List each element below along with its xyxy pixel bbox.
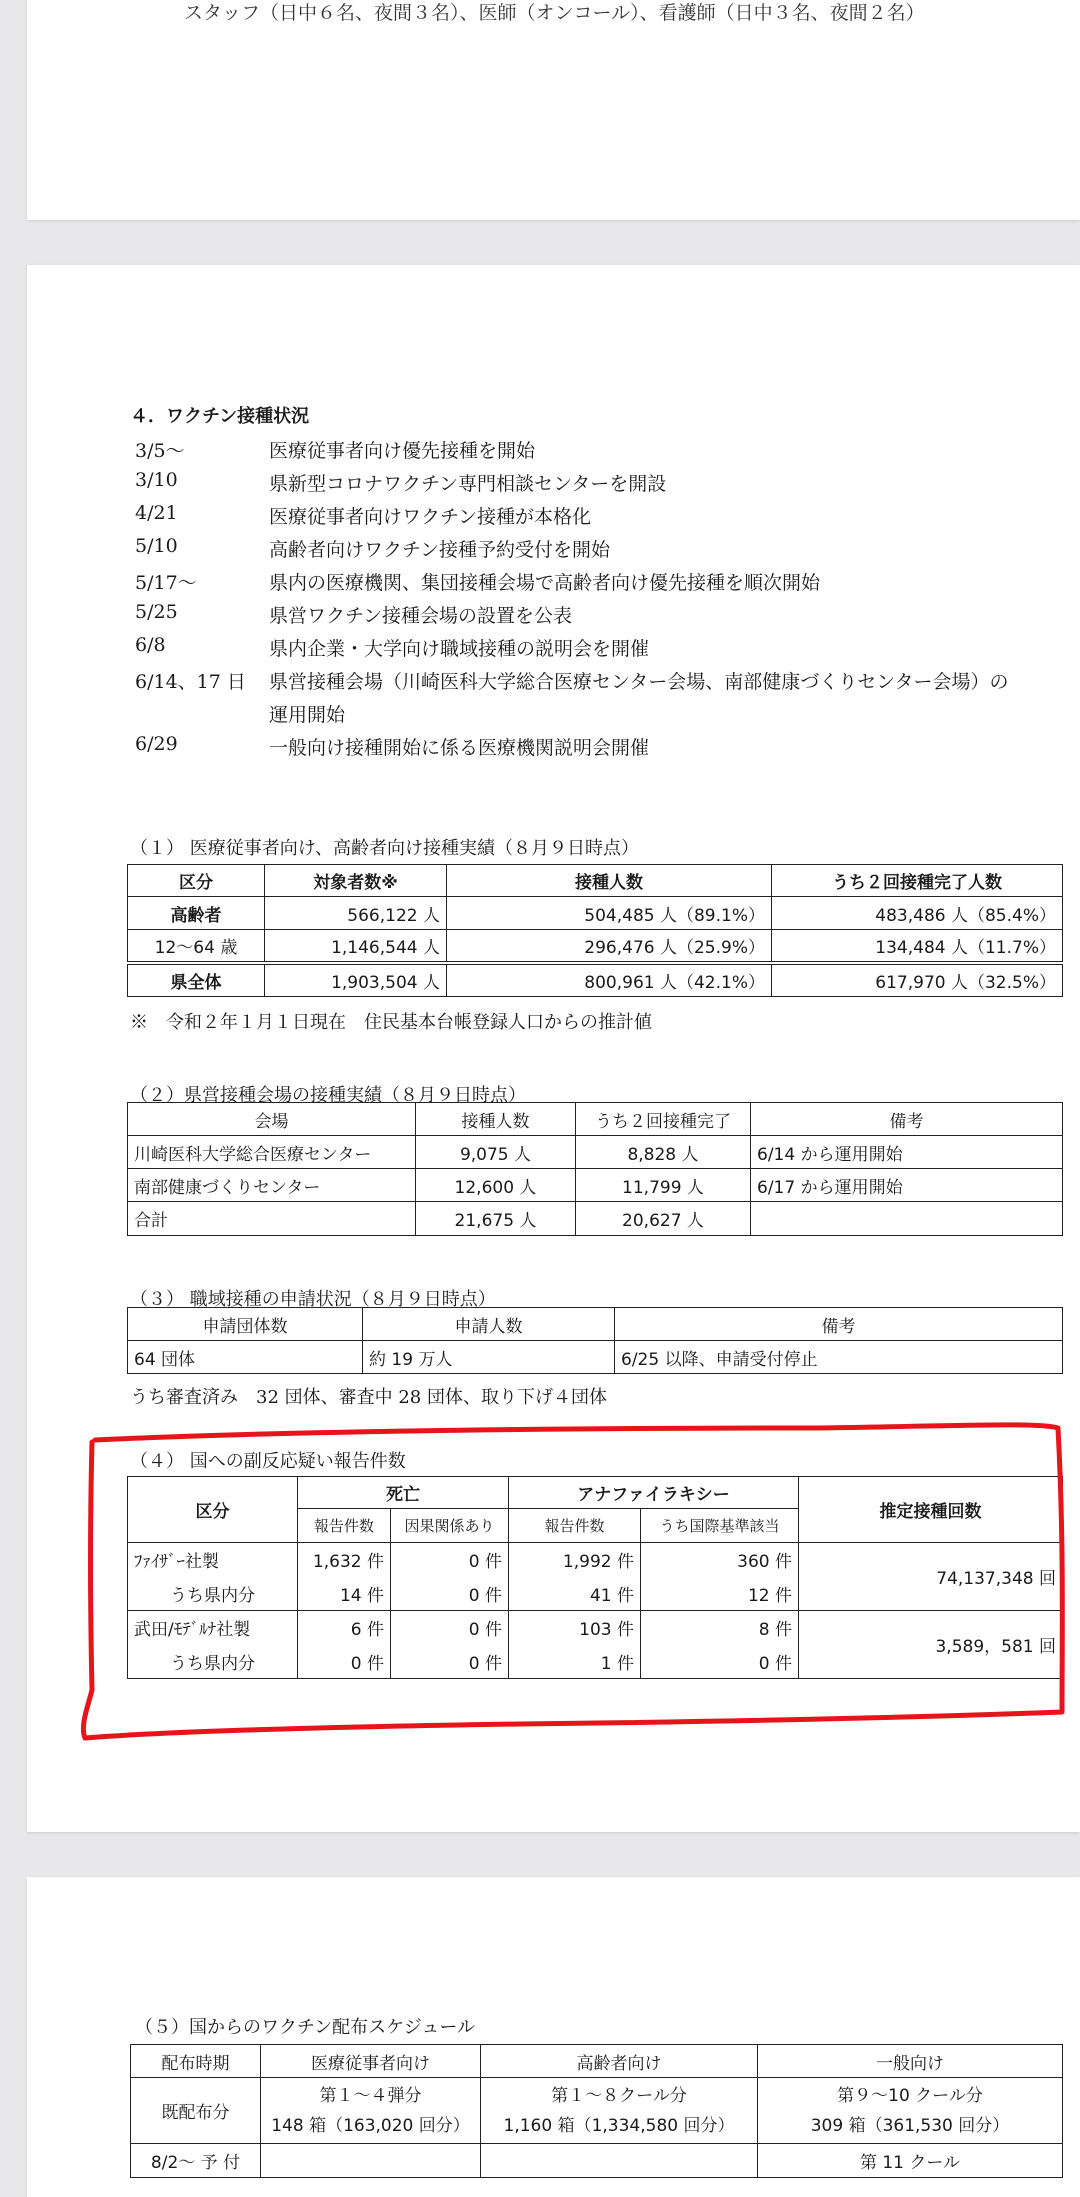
staff-line: スタッフ（日中６名、夜間３名）、医師（オンコール）、看護師（日中３名、夜間２名） — [184, 2, 925, 24]
header-cell: 備考 — [615, 1308, 1063, 1341]
table-cell: 64 団体 — [128, 1341, 363, 1374]
header-cell: 接種人数 — [416, 1103, 576, 1136]
row-label: 高齢者 — [128, 897, 265, 930]
table-cell: 0 件 — [298, 1645, 391, 1679]
adverse-reaction-table — [127, 1476, 1063, 1679]
cell-line: 第９～10 クール分 — [837, 2085, 983, 2106]
table-cell: 9,075 人 — [416, 1136, 576, 1169]
table-cell — [261, 2078, 481, 2144]
timeline-text: 県営ワクチン接種会場の設置を公表 — [269, 605, 573, 627]
cell-line: 148 箱（163,020 回分） — [271, 2115, 470, 2136]
header-cell: 区分 — [128, 1477, 298, 1543]
header-cell: 接種人数 — [447, 865, 772, 897]
document-page-1 — [27, 0, 1080, 220]
header-cell: 死亡 — [298, 1477, 509, 1509]
table-row-total — [128, 1202, 1063, 1236]
timeline-text: 医療従事者向け優先接種を開始 — [269, 440, 536, 462]
table-row — [128, 930, 1063, 963]
timeline-text: 高齢者向けワクチン接種予約受付を開始 — [269, 539, 611, 561]
timeline-date: 5/17～ — [135, 572, 197, 594]
table-cell: 6/14 から運用開始 — [751, 1136, 1063, 1169]
timeline-text: 県営接種会場（川崎医科大学総合医療センター会場、南部健康づくりセンター会場）の — [269, 671, 1009, 693]
header-cell: 一般向け — [758, 2045, 1063, 2078]
table3-caption: （３） 職域接種の申請状況（８月９日時点） — [130, 1289, 496, 1310]
table-cell: 11,799 人 — [576, 1169, 751, 1202]
table-cell — [481, 2078, 758, 2144]
table-row — [131, 2144, 1063, 2178]
header-cell: うち２回接種完了人数 — [772, 865, 1063, 897]
table4-caption: （４） 国への副反応疑い報告件数 — [130, 1451, 406, 1472]
table-cell: 20,627 人 — [576, 1202, 751, 1236]
cell-line: 1,160 箱（1,334,580 回分） — [503, 2115, 735, 2136]
header-cell: うち国際基準該当 — [641, 1509, 799, 1543]
row-label: 12～64 歳 — [128, 930, 265, 963]
header-cell: 推定接種回数 — [799, 1477, 1063, 1543]
table-cell: 第 11 クール — [758, 2144, 1063, 2178]
table-cell: 41 件 — [509, 1577, 641, 1611]
row-label: 既配布分 — [131, 2078, 261, 2144]
row-sublabel: うち県内分 — [128, 1577, 298, 1611]
header-cell: うち２回接種完了 — [576, 1103, 751, 1136]
table-cell: 800,961 人（42.1%） — [447, 963, 772, 997]
table1-note: ※ 令和２年１月１日現在 住民基本台帳登録人口からの推計値 — [130, 1012, 652, 1033]
table-cell: 504,485 人（89.1%） — [447, 897, 772, 930]
table-cell: 1,992 件 — [509, 1543, 641, 1577]
document-page-3 — [27, 1877, 1080, 2197]
venue-table — [127, 1102, 1063, 1236]
header-cell: 因果関係あり — [391, 1509, 509, 1543]
table-row — [128, 1543, 1063, 1577]
table-cell: 360 件 — [641, 1543, 799, 1577]
timeline-date: 6/14、17 日 — [135, 671, 246, 693]
table-row — [131, 2078, 1063, 2144]
cell-line: 309 箱（361,530 回分） — [810, 2115, 1010, 2136]
timeline-text: 県新型コロナワクチン専門相談センターを開設 — [269, 473, 667, 495]
table-cell: 14 件 — [298, 1577, 391, 1611]
table-cell — [751, 1202, 1063, 1236]
table-cell: 南部健康づくりセンター — [128, 1169, 416, 1202]
header-cell: 備考 — [751, 1103, 1063, 1136]
table-cell: 296,476 人（25.9%） — [447, 930, 772, 963]
timeline-text: 県内の医療機関、集団接種会場で高齢者向け優先接種を順次開始 — [269, 572, 821, 594]
header-cell: 会場 — [128, 1103, 416, 1136]
table-cell: 6/25 以降、申請受付停止 — [615, 1341, 1063, 1374]
table-cell: 103 件 — [509, 1611, 641, 1645]
table-row — [128, 1611, 1063, 1645]
header-cell: 高齢者向け — [481, 2045, 758, 2078]
table-cell: 8,828 人 — [576, 1136, 751, 1169]
table-cell: 0 件 — [391, 1543, 509, 1577]
table3-note: うち審査済み 32 団体、審査中 28 団体、取り下げ４団体 — [130, 1387, 607, 1408]
table-cell: 1 件 — [509, 1645, 641, 1679]
table2-caption: （２）県営接種会場の接種実績（８月９日時点） — [130, 1085, 526, 1106]
table-cell: 483,486 人（85.4%） — [772, 897, 1063, 930]
timeline-date: 4/21 — [135, 502, 178, 524]
table-row — [128, 1169, 1063, 1202]
table-row — [128, 897, 1063, 930]
table-cell: 1,903,504 人 — [265, 963, 447, 997]
table-row — [128, 1341, 1063, 1374]
table-row-total — [128, 963, 1063, 997]
table-cell: 6 件 — [298, 1611, 391, 1645]
cell-line: 第１～８クール分 — [551, 2085, 687, 2106]
timeline-text: 一般向け接種開始に係る医療機関説明会開催 — [269, 737, 650, 759]
header-cell: 配布時期 — [131, 2045, 261, 2078]
timeline-date: 5/10 — [135, 535, 178, 557]
timeline-text-continued: 運用開始 — [269, 704, 346, 726]
table-cell: 0 件 — [391, 1645, 509, 1679]
table-cell: 川崎医科大学総合医療センター — [128, 1136, 416, 1169]
table-cell: 74,137,348 回 — [799, 1543, 1063, 1611]
document-page-2 — [27, 265, 1080, 1832]
table-cell: 0 件 — [391, 1611, 509, 1645]
header-cell: 対象者数※ — [265, 865, 447, 897]
header-cell: 報告件数 — [298, 1509, 391, 1543]
table-cell: 617,970 人（32.5%） — [772, 963, 1063, 997]
row-label: 8/2～ 予 付 — [131, 2144, 261, 2178]
table1-caption: （１） 医療従事者向け、高齢者向け接種実績（８月９日時点） — [130, 838, 639, 859]
table-cell: 12,600 人 — [416, 1169, 576, 1202]
row-label: ﾌｧｲｻﾞｰ社製 — [128, 1543, 298, 1577]
table5-caption: （５）国からのワクチン配布スケジュール — [135, 2017, 476, 2038]
table-cell — [758, 2078, 1063, 2144]
timeline-date: 5/25 — [135, 601, 178, 623]
table-cell: 6/17 から運用開始 — [751, 1169, 1063, 1202]
table-cell: 21,675 人 — [416, 1202, 576, 1236]
header-cell: 区分 — [128, 865, 265, 897]
table-cell: 3,589，581 回 — [799, 1611, 1063, 1679]
header-cell: アナファイラキシー — [509, 1477, 799, 1509]
timeline-date: 6/8 — [135, 634, 166, 656]
vaccination-table — [127, 864, 1063, 997]
table-cell: 0 件 — [391, 1577, 509, 1611]
table-cell — [261, 2144, 481, 2178]
table-cell: 566,122 人 — [265, 897, 447, 930]
row-sublabel: うち県内分 — [128, 1645, 298, 1679]
timeline-date: 6/29 — [135, 733, 178, 755]
section-heading: ４．ワクチン接種状況 — [130, 406, 310, 427]
table-cell: 134,484 人（11.7%） — [772, 930, 1063, 963]
table-cell: 0 件 — [641, 1645, 799, 1679]
cell-line: 第１～４弾分 — [319, 2085, 422, 2106]
table-cell: 12 件 — [641, 1577, 799, 1611]
table-cell: 1,146,544 人 — [265, 930, 447, 963]
header-cell: 申請団体数 — [128, 1308, 363, 1341]
table-cell — [481, 2144, 758, 2178]
timeline-date: 3/5～ — [135, 440, 185, 462]
table-cell: 1,632 件 — [298, 1543, 391, 1577]
header-cell: 報告件数 — [509, 1509, 641, 1543]
table-cell: 約 19 万人 — [363, 1341, 615, 1374]
table-cell: 合計 — [128, 1202, 416, 1236]
row-label: 県全体 — [128, 963, 265, 997]
distribution-table — [130, 2044, 1063, 2178]
table-cell: 8 件 — [641, 1611, 799, 1645]
header-cell: 申請人数 — [363, 1308, 615, 1341]
table-row — [128, 1136, 1063, 1169]
timeline-text: 医療従事者向けワクチン接種が本格化 — [269, 506, 592, 528]
row-label: 武田/ﾓﾃﾞﾙﾅ社製 — [128, 1611, 298, 1645]
workplace-table — [127, 1307, 1063, 1374]
header-cell: 医療従事者向け — [261, 2045, 481, 2078]
timeline-date: 3/10 — [135, 469, 178, 491]
timeline-text: 県内企業・大学向け職域接種の説明会を開催 — [269, 638, 650, 660]
